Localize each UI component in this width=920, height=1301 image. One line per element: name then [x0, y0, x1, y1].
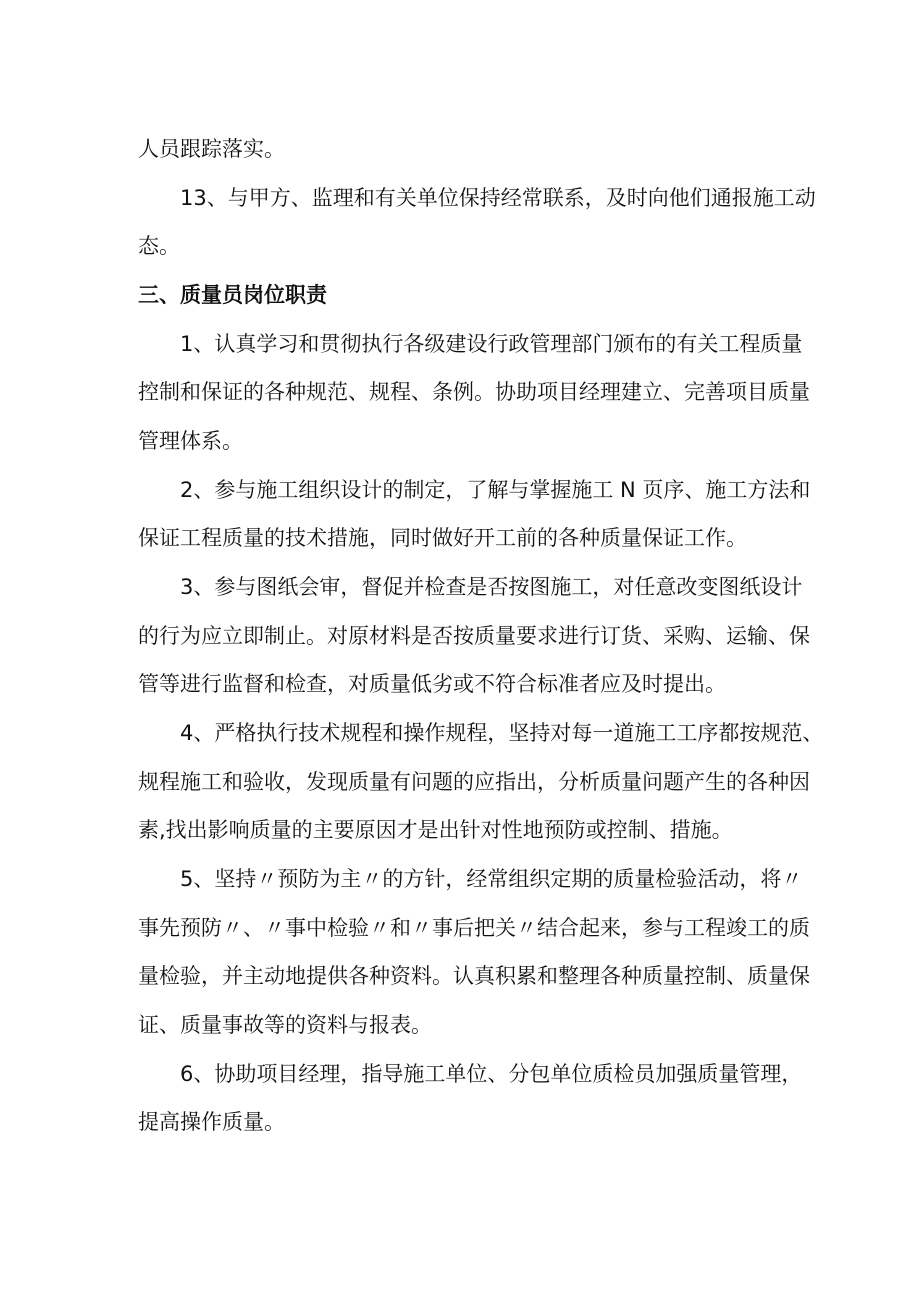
item-1-line-2: 控制和保证的各种规范、规程、条例。协助项目经理建立、完善项目质量	[138, 380, 810, 404]
item-3-line-1: 3、参与图纸会审，督促并检查是否按图施工，对任意改变图纸设计	[180, 575, 803, 599]
item-5-line-3: 量检验，并主动地提供各种资料。认真积累和整理各种质量控制、质量保	[138, 964, 810, 988]
item-13-line-1: 13、与甲方、监理和有关单位保持经常联系，及时向他们通报施工动	[180, 186, 816, 210]
item-2-line-2: 保证工程质量的技术措施，同时做好开工前的各种质量保证工作。	[138, 526, 747, 550]
item-4-line-3: 素,找出影响质量的主要原因才是出针对性地预防或控制、措施。	[138, 818, 733, 842]
item-4-line-1: 4、严格执行技术规程和操作规程，坚持对每一道施工工序都按规范、	[180, 721, 824, 745]
item-5-line-4: 证、质量事故等的资料与报表。	[138, 1013, 432, 1037]
item-5-line-2: 事先预防〃、〃事中检验〃和〃事后把关〃结合起来，参与工程竣工的质	[138, 916, 810, 940]
paragraph-continuation-line-1: 人员跟踪落实。	[138, 137, 285, 161]
item-1-line-1: 1、认真学习和贯彻执行各级建设行政管理部门颁布的有关工程质量	[180, 332, 803, 356]
item-5-line-1: 5、坚持〃预防为主〃的方针，经常组织定期的质量检验活动，将〃	[180, 867, 803, 891]
section-heading: 三、质量员岗位职责	[138, 283, 327, 307]
item-2-line-1: 2、参与施工组织设计的制定，了解与掌握施工 N 页序、施工方法和	[180, 478, 811, 502]
item-1-line-3: 管理体系。	[138, 429, 243, 453]
item-4-line-2: 规程施工和验收，发现质量有问题的应指出，分析质量问题产生的各种因	[138, 770, 810, 794]
item-3-line-2: 的行为应立即制止。对原材料是否按质量要求进行订货、采购、运输、保	[138, 624, 810, 648]
item-6-line-1: 6、协助项目经理，指导施工单位、分包单位质检员加强质量管理，	[180, 1062, 803, 1086]
item-3-line-3: 管等进行监督和检查，对质量低劣或不符合标准者应及时提出。	[138, 672, 726, 696]
item-13-line-2: 态。	[138, 234, 180, 258]
item-6-line-2: 提高操作质量。	[138, 1110, 285, 1134]
